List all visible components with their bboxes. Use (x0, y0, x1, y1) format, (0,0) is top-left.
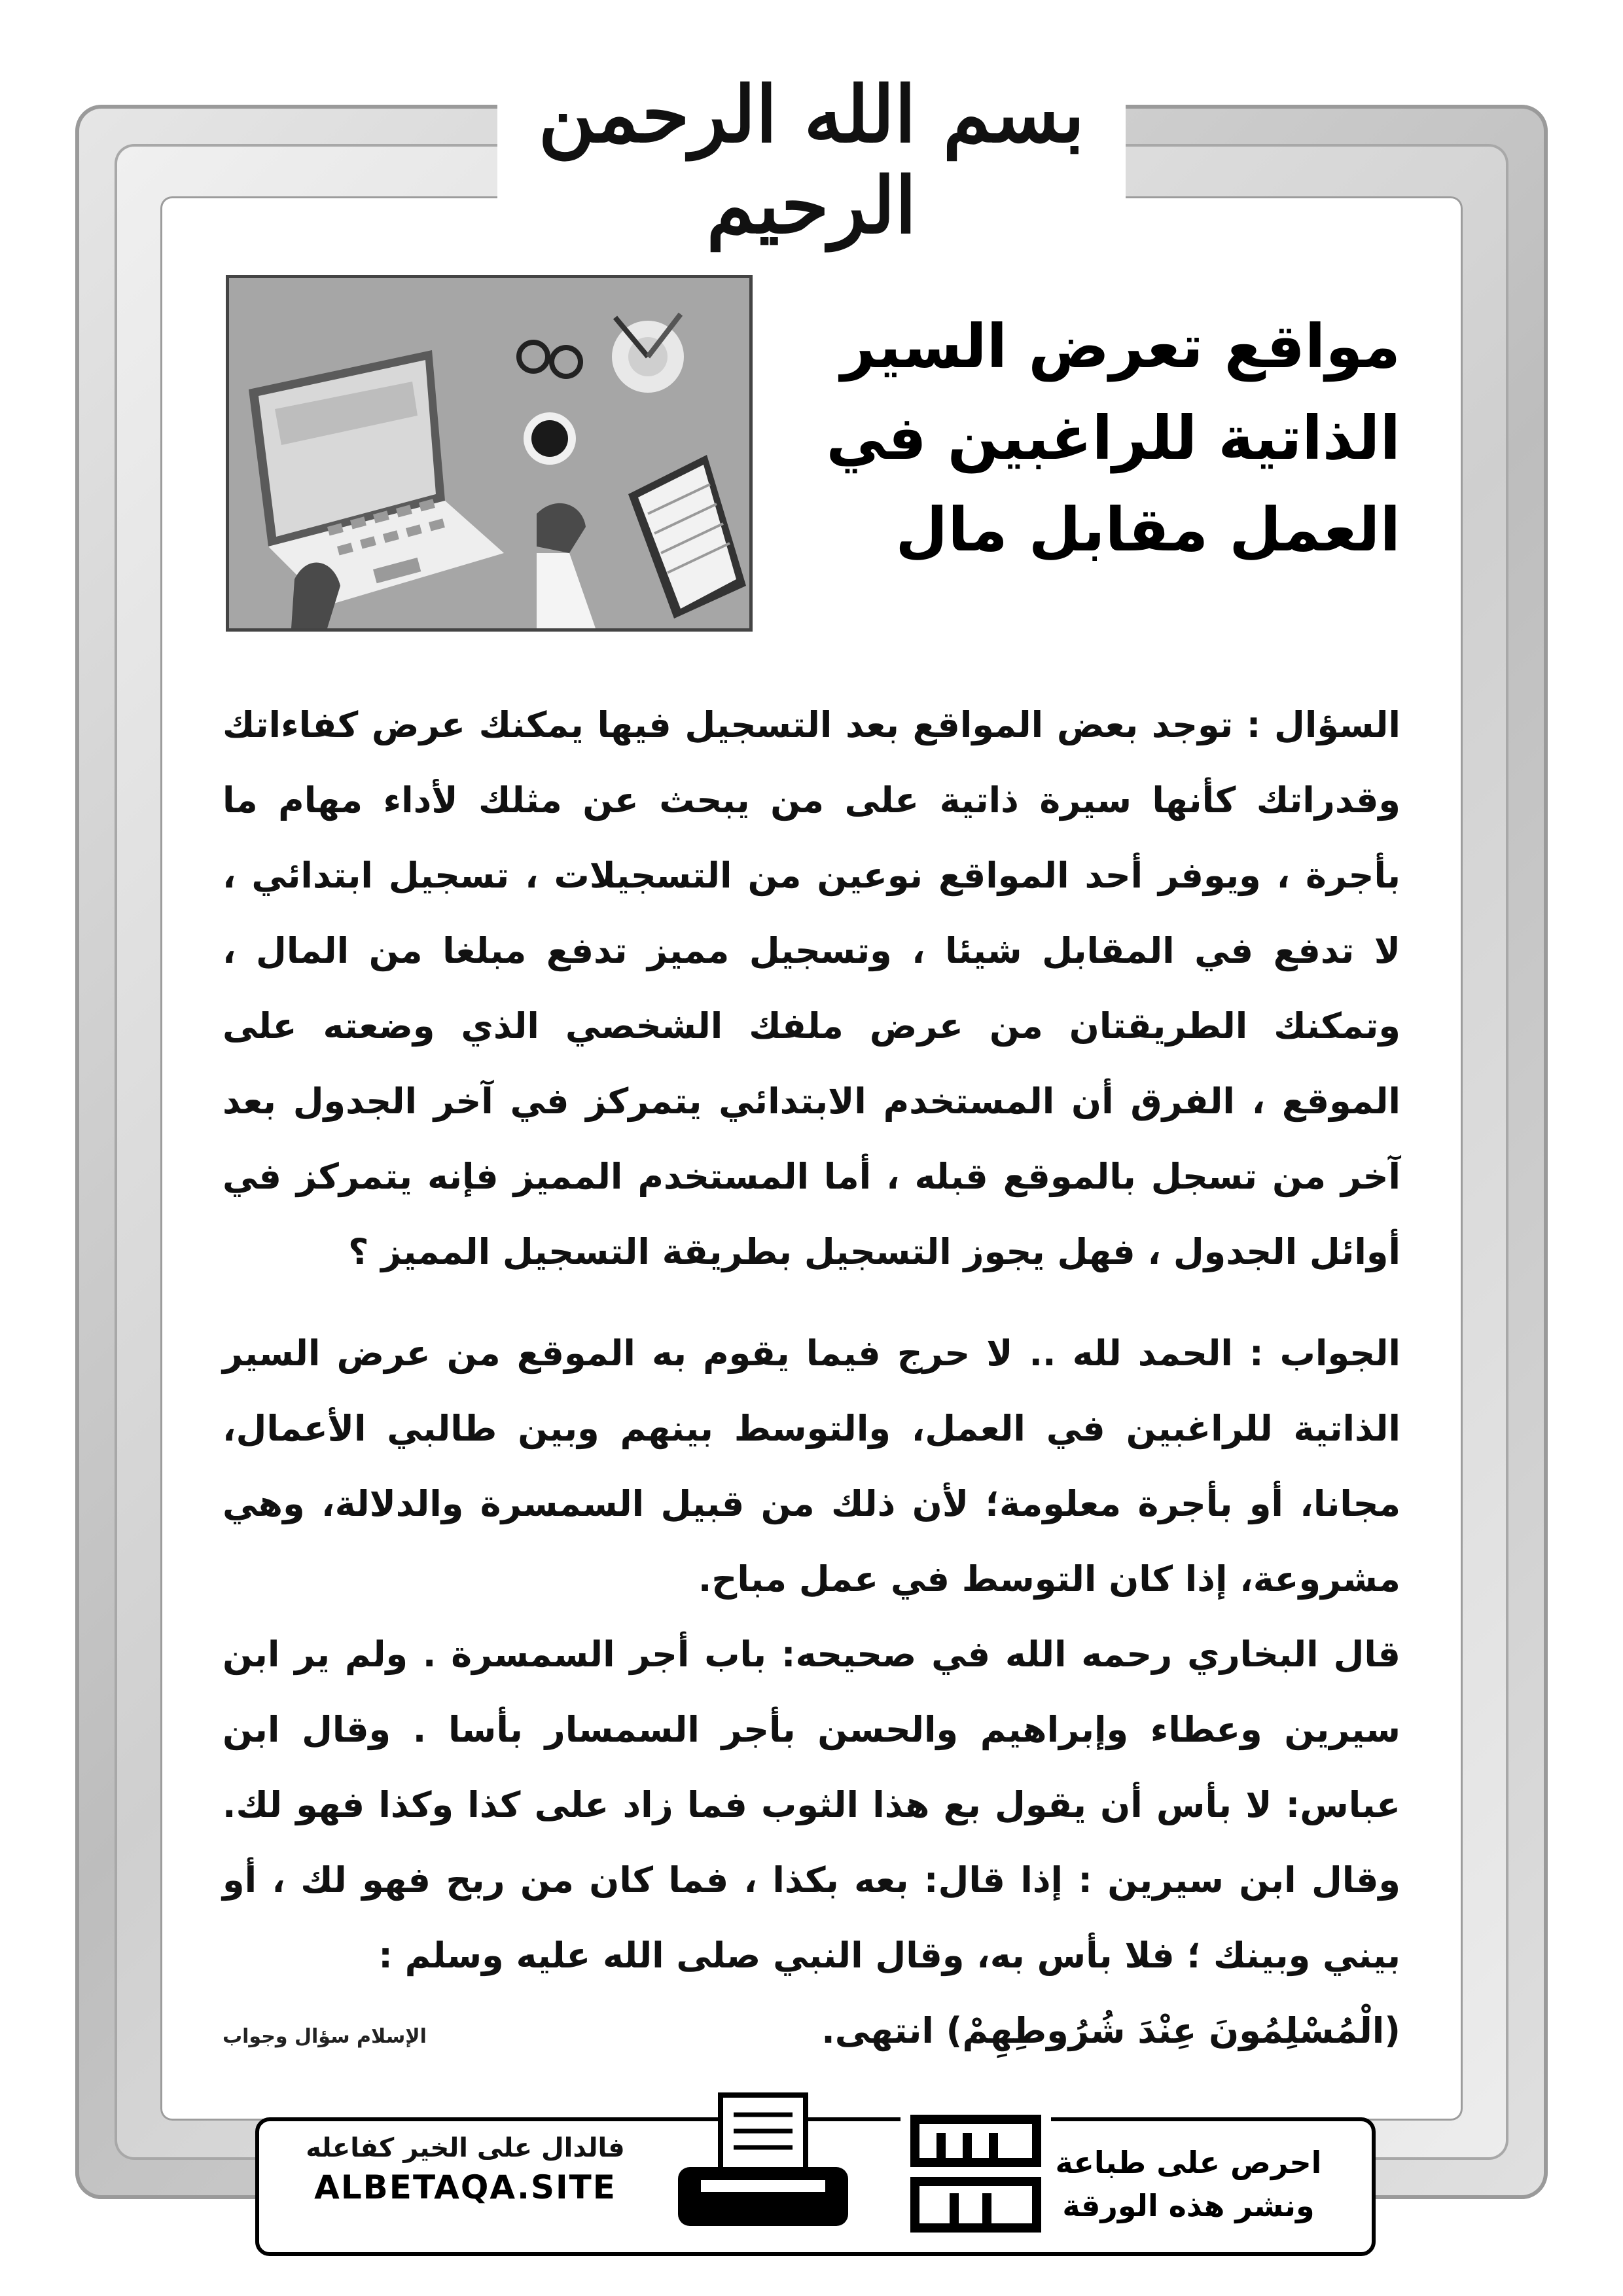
footer-print-line-2: ونشر هذه الورقة (1062, 2188, 1315, 2223)
footer-print-call (1031, 2141, 1346, 2227)
title-line-2: الذاتية للراغبين في (826, 403, 1400, 473)
basmala-calligraphy: بسم الله الرحمن الرحيم (538, 69, 1085, 251)
title-line-1: مواقع تعرض السير (840, 312, 1400, 382)
footer-print-line-1: احرص على طباعة (1055, 2145, 1322, 2180)
question-paragraph (223, 687, 1400, 1289)
question-label: السؤال : (1246, 704, 1400, 745)
closing-line (223, 1993, 1400, 2074)
printer-icon (665, 2089, 861, 2239)
laptop-desk-icon (229, 278, 749, 628)
laptop-desk-illustration (226, 275, 753, 632)
footer-proverb: فالدال على الخير كفاعله (306, 2133, 625, 2163)
answer-label: الجواب : (1249, 1333, 1400, 1374)
website-link[interactable]: ALBETAQA.SITE (314, 2168, 616, 2206)
source-credit: الإسلام سؤال وجواب (223, 2025, 427, 2048)
answer-paragraph (223, 1316, 1400, 1617)
page-title (772, 301, 1400, 576)
bukhari-quote: قال البخاري رحمه الله في صحيحه: باب أجر السمسرة . ولم ير ابن سيرين وعطاء وإبراهيم والحسن بأجر السمسار بأسا . وقال ابن عباس: لا بأس أن يقول بع هذا الثوب فما زاد على كذا وكذا فهو لك. وقال ابن سيرين : إذا قال: بعه بكذا ، فما كان من ربح فهو لك ، أو بيني وبينك ؛ فلا بأس به، وقال النبي صلى الله عليه وسلم : (223, 1634, 1400, 1976)
question-text: توجد بعض المواقع بعد التسجيل فيها يمكنك عرض كفاءاتك وقدراتك كأنها سيرة ذاتية على من يبحث عن مثلك لأداء مهام ما بأجرة ، ويوفر أحد المواقع نوعين من التسجيلات ، تسجيل ابتدائي ، لا تدفع في المقابل شيئا ، وتسجيل مميز تدفع مبلغا من المال ، وتمكنك الطريقتان من عرض ملفك الشخصي الذي وضعته على الموقع ، الفرق أن المستخدم الابتدائي يتمركز في آخر الجدول بعد آخر من تسجل بالموقع قبله ، أما المستخدم المميز فإنه يتمركز في أوائل الجدول ، فهل يجوز التسجيل بطريقة التسجيل المميز ؟ (223, 704, 1400, 1272)
footer-bar (255, 2117, 1376, 2256)
quote-paragraph (223, 1617, 1400, 1993)
hadith-closing: (الْمُسْلِمُونَ عِنْدَ شُرُوطِهِمْ) انتهى. (821, 2010, 1400, 2051)
title-line-3: العمل مقابل مال (895, 495, 1400, 565)
answer-text: الحمد لله .. لا حرج فيما يقوم به الموقع من عرض السير الذاتية للراغبين في العمل، والتوسط بينهم وبين طالبي الأعمال، مجانا، أو بأجرة معلومة؛ لأن ذلك من قبيل السمسرة والدلالة، وهي مشروعة، إذا كان التوسط في عمل مباح. (223, 1333, 1400, 1600)
footer-website-block (282, 2133, 649, 2206)
dawat-alwaraqa-logo (897, 2102, 1054, 2242)
article-body (223, 687, 1400, 2074)
